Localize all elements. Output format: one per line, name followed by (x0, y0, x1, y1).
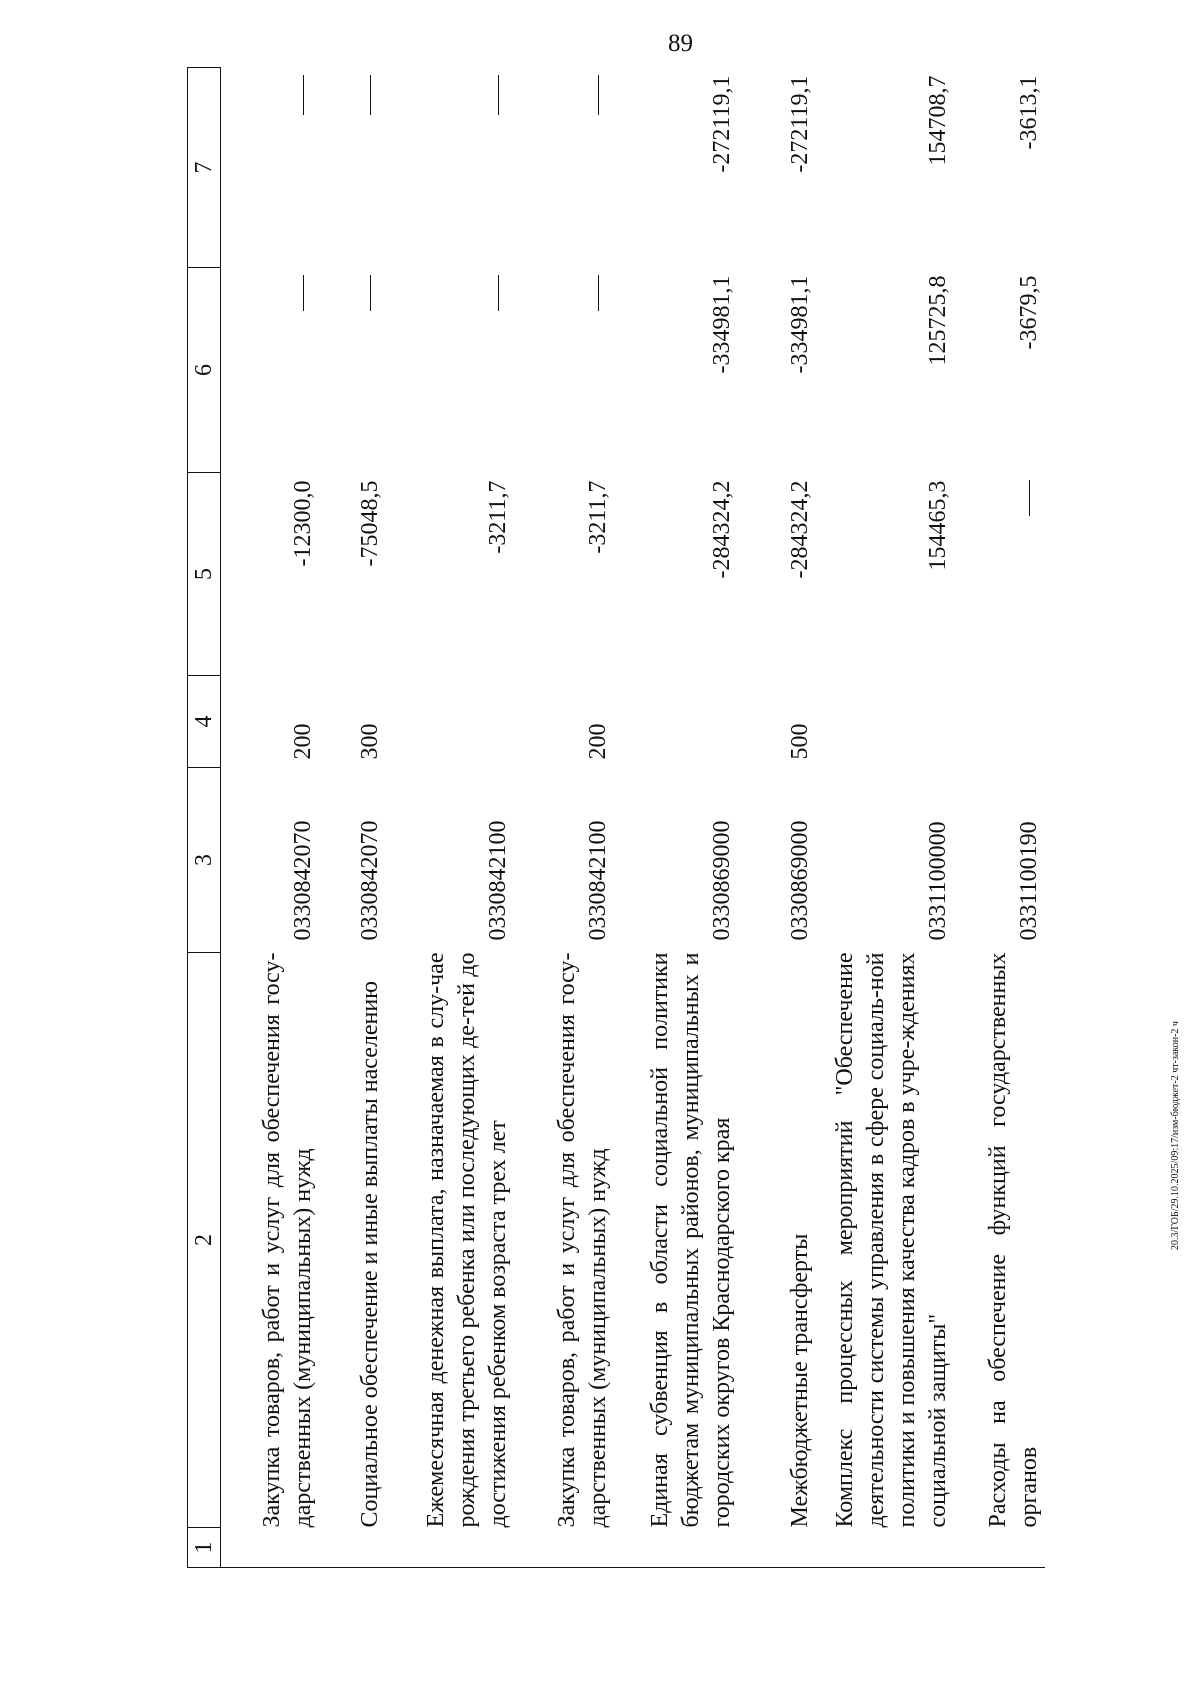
table-row (954, 68, 1045, 1568)
cell-value-7 (514, 68, 614, 268)
cell-value-5: -3211,7 (484, 480, 511, 554)
cell-code: 0331100000 (924, 821, 951, 941)
cell-value-6: -334981,1 (786, 275, 813, 374)
cell-type (386, 676, 514, 768)
header-col-5: 5 (188, 473, 221, 676)
table-row (738, 68, 816, 1568)
cell-value-6: 125725,8 (924, 275, 951, 366)
cell-value-7 (386, 68, 514, 268)
cell-col1 (614, 1528, 738, 1568)
empty-value-dash (498, 276, 499, 312)
cell-type (816, 676, 954, 768)
cell-value-6 (221, 268, 319, 473)
cell-value-5: -3211,7 (584, 480, 611, 554)
cell-value-7: -272119,1 (786, 75, 813, 173)
page-number: 89 (668, 30, 693, 57)
header-col-2: 2 (188, 953, 221, 1528)
document-stamp: 20.3/ГОБ/29.10.2025/09:17/изм-бюджет-2 чт-закон-2 ч (1170, 1021, 1181, 1250)
rotated-table-container (187, 68, 1187, 1568)
table-row (221, 68, 319, 1568)
cell-type (954, 676, 1045, 768)
cell-code: 0330842070 (356, 820, 383, 941)
empty-value-dash (1029, 481, 1030, 517)
budget-table (187, 67, 1045, 1568)
table-row (816, 68, 954, 1568)
cell-value-6: -3679,5 (1015, 275, 1042, 350)
cell-type: 500 (786, 723, 813, 760)
cell-description: Закупка товаров, работ и услуг для обеспечения госу-дарственных (муниципальных) нужд (553, 952, 611, 1528)
cell-description: Межбюджетные трансферты (786, 1233, 813, 1528)
cell-col1 (954, 1528, 1045, 1568)
table-row (386, 68, 514, 1568)
empty-value-dash (370, 76, 371, 116)
cell-type: 200 (289, 723, 316, 760)
table-row (614, 68, 738, 1568)
empty-value-dash (303, 76, 304, 116)
cell-value-6 (319, 268, 386, 473)
empty-value-dash (498, 76, 499, 116)
cell-code: 0330842100 (584, 820, 611, 941)
table-row (319, 68, 386, 1568)
cell-code: 0330842070 (289, 820, 316, 941)
cell-value-5: -12300,0 (289, 480, 316, 567)
cell-description: Ежемесячная денежная выплата, назначаемая в слу-чае рождения третьего ребенка или последующих де-тей до достижения ребенком возраста трех лет (422, 952, 511, 1528)
cell-description: Единая субвенция в области социальной политики бюджетам муниципальных районов, муниципальных и городских округов Краснодарского края (646, 952, 735, 1528)
cell-type: 200 (584, 723, 611, 760)
cell-description: Комплекс процессных мероприятий "Обеспечение деятельности системы управления в сфере социаль-ной политики и повышения качества кадров в учре-ждениях социальной защиты" (831, 952, 951, 1528)
cell-col1 (319, 1528, 386, 1568)
cell-code: 0330842100 (484, 820, 511, 941)
cell-col1 (738, 1528, 816, 1568)
cell-value-6 (386, 268, 514, 473)
cell-description: Социальное обеспечение и иные выплаты населению (356, 980, 383, 1528)
cell-value-7: 154708,7 (924, 75, 951, 166)
empty-value-dash (598, 76, 599, 116)
cell-value-7: -3613,1 (1015, 75, 1042, 150)
cell-value-5: -284324,2 (708, 480, 735, 579)
header-col-4: 4 (188, 676, 221, 768)
empty-value-dash (598, 276, 599, 312)
header-col-6: 6 (188, 268, 221, 473)
cell-code: 0330869000 (786, 820, 813, 941)
cell-col1 (816, 1528, 954, 1568)
table-row (514, 68, 614, 1568)
cell-value-5: 154465,3 (924, 480, 951, 571)
cell-value-5: -284324,2 (786, 480, 813, 579)
cell-type: 300 (356, 723, 383, 760)
cell-description: Закупка товаров, работ и услуг для обеспечения госу-дарственных (муниципальных) нужд (258, 952, 316, 1528)
cell-description: Расходы на обеспечение функций государственных органов (984, 952, 1042, 1528)
empty-value-dash (303, 276, 304, 312)
cell-value-7 (221, 68, 319, 268)
cell-value-5 (954, 473, 1045, 676)
cell-col1 (514, 1528, 614, 1568)
cell-col1 (386, 1528, 514, 1568)
cell-value-7: -272119,1 (708, 75, 735, 173)
cell-value-6: -334981,1 (708, 275, 735, 374)
table-header-row (188, 68, 221, 1568)
cell-value-5: -75048,5 (356, 480, 383, 567)
cell-type (614, 676, 738, 768)
cell-code: 0331100190 (1015, 821, 1042, 941)
header-col-3: 3 (188, 768, 221, 953)
cell-code: 0330869000 (708, 820, 735, 941)
cell-col1 (221, 1528, 319, 1568)
empty-value-dash (370, 276, 371, 312)
cell-value-7 (319, 68, 386, 268)
header-col-1: 1 (188, 1528, 221, 1568)
header-col-7: 7 (188, 68, 221, 268)
cell-value-6 (514, 268, 614, 473)
